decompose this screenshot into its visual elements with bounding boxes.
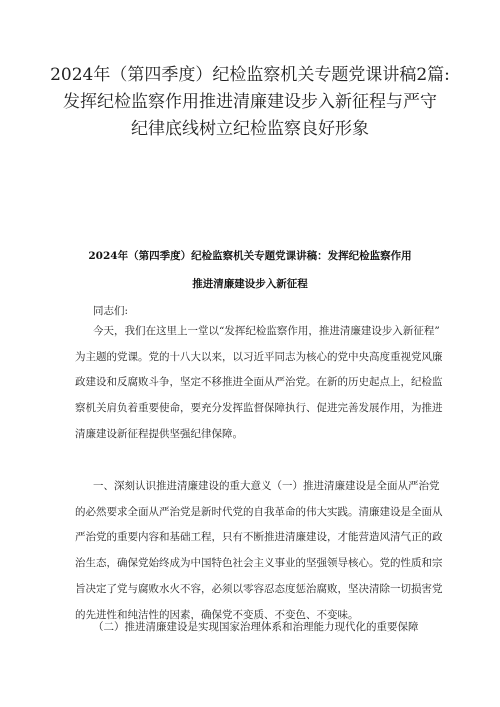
title-line: 纪律底线树立纪检监察良好形象 [131,119,369,139]
title-line: 2024年（第四季度）纪检监察机关专题党课讲稿2篇: [50,65,450,85]
section-heading-line-2: 推进清廉建设步入新征程 [192,278,308,290]
document-title [40,62,460,143]
section-heading-line-1: 2024年（第四季度）纪检监察机关专题党课讲稿：发挥纪检监察作用 [88,250,412,262]
paragraph-line: 清廉建设新征程提供坚强纪律保障。 [75,427,243,440]
paragraph-line: 一、深刻认识推进清廉建设的重大意义（一）推进清廉建设是全面从严治党 [93,480,440,492]
paragraph-line: （二）推进清廉建设是实现国家治理体系和治理能力现代化的重要保障 [93,621,419,633]
paragraph-line: 严治党的重要内容和基础工程，只有不断推进清廉建设，才能营造风清气正的政 [75,531,443,544]
paragraph-line: 旨决定了党与腐败水火不容，必须以零容忍态度惩治腐败，坚决清除一切损害党 [75,582,443,595]
salutation: 同志们: [93,305,129,317]
paragraph-line: 察机关肩负着重要使命，要充分发挥监督保障执行、促进完善发展作用，为推进 [75,402,443,415]
paragraph-line: 治生态，确保党始终成为中国特色社会主义事业的坚强领导核心。党的性质和宗 [75,557,443,570]
paragraph-line: 为主题的党课。党的十八大以来，以习近平同志为核心的党中央高度重视党风廉 [75,350,443,363]
paragraph-intro [75,319,443,448]
paragraph-section-one [75,474,443,628]
paragraph-section-two-heading [75,615,435,641]
title-line: 发挥纪检监察作用推进清廉建设步入新征程与严守 [63,92,437,112]
paragraph-line: 今天，我们在这里上一堂以“发挥纪检监察作用，推进清廉建设步入新征程” [93,325,440,337]
paragraph-line: 的先进性和纯洁性的因素，确保党不变质、不变色、不变味。 [75,608,359,621]
paragraph-line: 的必然要求全面从严治党是新时代党的自我革命的伟大实践。清廉建设是全面从 [75,505,443,518]
paragraph-line: 政建设和反腐败斗争，坚定不移推进全面从严治党。在新的历史起点上，纪检监 [75,376,443,389]
